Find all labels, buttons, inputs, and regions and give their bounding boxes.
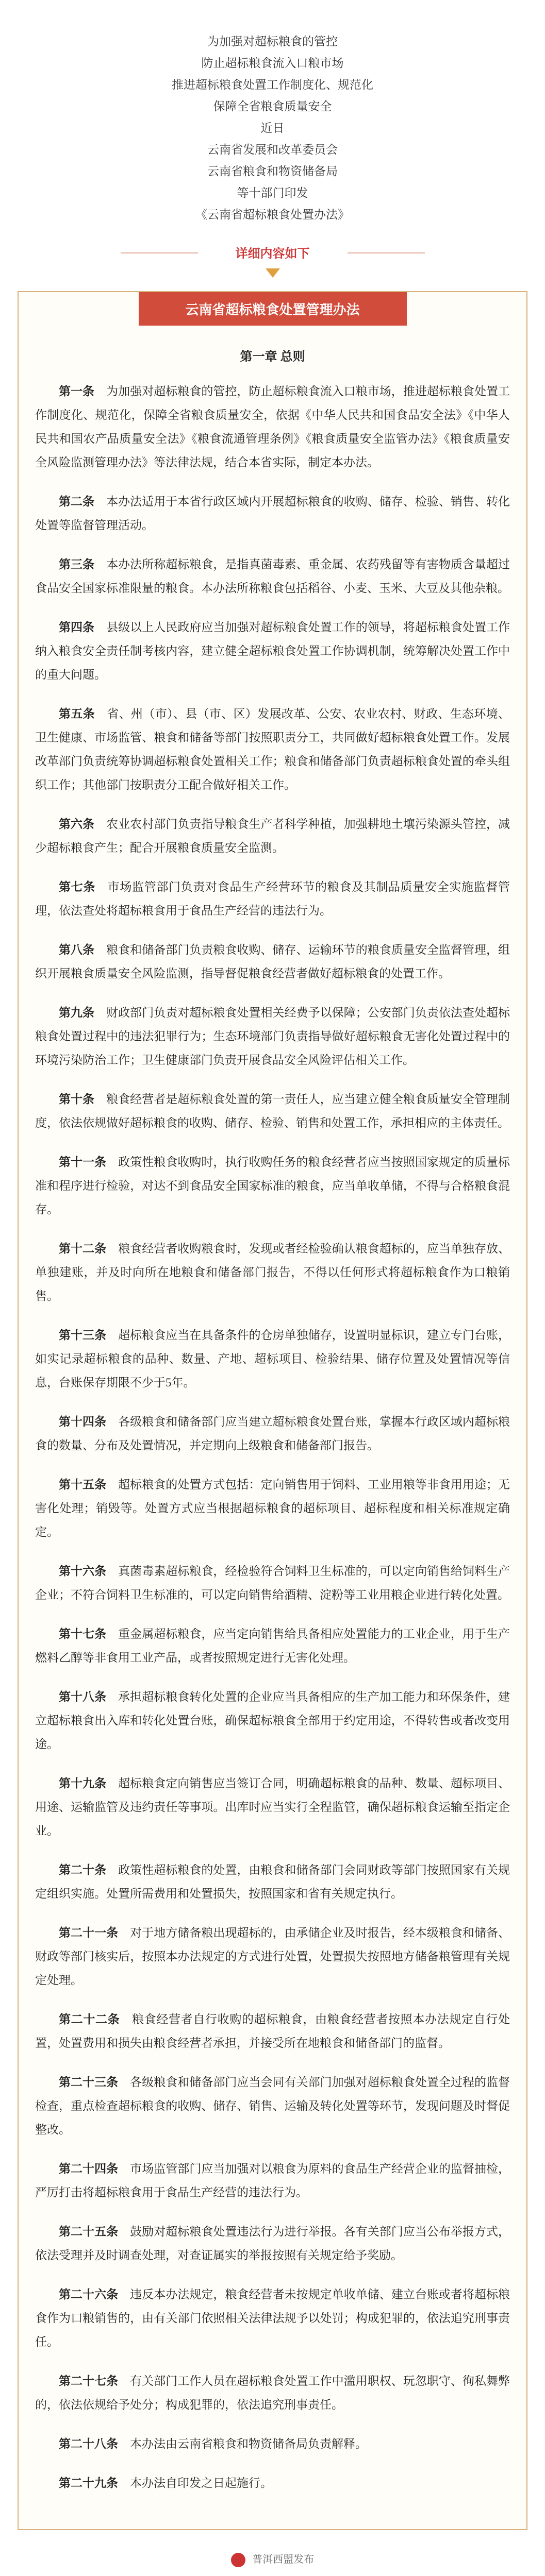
article-paragraph xyxy=(35,1410,510,1458)
article-number: 第二十九条 xyxy=(59,2477,118,2489)
footer-brand xyxy=(12,2551,533,2567)
article-paragraph xyxy=(35,1237,510,1308)
article-text: 有关部门工作人员在超标粮食处置工作中滥用职权、玩忽职守、徇私舞弊的，依法依规给予处分；构成犯罪的，依法追究刑事责任。 xyxy=(35,2375,510,2411)
article-number: 第六条 xyxy=(59,818,95,831)
article-paragraph xyxy=(35,1560,510,1607)
article-number: 第十六条 xyxy=(59,1565,107,1578)
article-paragraph xyxy=(35,2071,510,2142)
article-number: 第十八条 xyxy=(59,1690,107,1703)
article-text: 真菌毒素超标粮食，经检验符合饲料卫生标准的，可以定向销售给饲料生产企业；不符合饲料卫生标准的，可以定向销售给酒精、淀粉等工业用粮企业进行转化处置。 xyxy=(35,1565,510,1601)
article-number: 第二条 xyxy=(59,495,95,508)
article-number: 第十二条 xyxy=(59,1242,107,1255)
down-arrow-icon xyxy=(266,268,280,278)
article-text: 各级粮食和储备部门应当建立超标粮食处置台账，掌握本行政区域内超标粮食的数量、分布及处置情况，并定期向上级粮食和储备部门报告。 xyxy=(35,1415,510,1452)
article-paragraph xyxy=(35,2008,510,2055)
article-number: 第一条 xyxy=(59,385,95,398)
chapter-heading: 第一章 总则 xyxy=(240,350,305,364)
article-text: 超标粮食的处置方式包括：定向销售用于饲料、工业用粮等非食用用途；无害化处理；销毁等。处置方式应当根据超标粮食的超标项目、超标程度和相关标准规定确定。 xyxy=(35,1478,510,1538)
article-paragraph xyxy=(35,553,510,600)
article-text: 对于地方储备粮出现超标的，由承储企业及时报告，经本级粮食和储备、财政等部门核实后，按照本办法规定的方式进行处置，处置损失按照地方储备粮管理有关规定处理。 xyxy=(35,1926,510,1987)
article-text: 超标粮食定向销售应当签订合同，明确超标粮食的品种、数量、超标项目、用途、运输监管及违约责任等事项。出库时应当实行全程监管，确保超标粮食运输至指定企业。 xyxy=(35,1777,510,1837)
intro-line: 云南省粮食和物资储备局 xyxy=(207,165,338,178)
article-text: 粮食经营者是超标粮食处置的第一责任人，应当建立健全粮食质量安全管理制度，依法依规做好超标粮食的收购、储存、检验、销售和处置工作，承担相应的主体责任。 xyxy=(35,1093,510,1129)
article-paragraph xyxy=(35,1473,510,1544)
article-text: 鼓励对超标粮食处置违法行为进行举报。各有关部门应当公布举报方式，依法受理并及时调查处理，对查证属实的举报按照有关规定给予奖励。 xyxy=(35,2225,510,2262)
article-paragraph xyxy=(35,1324,510,1395)
article-text: 重金属超标粮食，应当定向销售给具备相应处置能力的工业企业，用于生产燃料乙醇等非食用工业产品，或者按照规定进行无害化处理。 xyxy=(35,1628,510,1664)
article-paragraph xyxy=(35,2283,510,2354)
article-text: 政策性超标粮食的处置，由粮食和储备部门会同财政等部门按照国家有关规定组织实施。处置所需费用和处置损失，按照国家和省有关规定执行。 xyxy=(35,1863,510,1900)
article-number: 第二十七条 xyxy=(59,2375,119,2387)
article-number: 第四条 xyxy=(59,621,95,634)
intro-line: 为加强对超标粮食的管控 xyxy=(207,35,338,48)
intro-line: 等十部门印发 xyxy=(237,187,308,199)
article-text: 为加强对超标粮食的管控，防止超标粮食流入口粮市场，推进超标粮食处置工作制度化、规范化，保障全省粮食质量安全，依据《中华人民共和国食品安全法》《中华人民共和国农产品质量安全法》《粮食流通管理条例》《粮食质量安全监管办法》《粮食质量安全风险监测管理办法》等法律法规，结合本省实际，制定本办法。 xyxy=(35,385,510,469)
intro-line: 防止超标粮食流入口粮市场 xyxy=(201,57,344,70)
article-text: 农业农村部门负责指导粮食生产者科学种植，加强耕地土壤污染源头管控，减少超标粮食产生；配合开展粮食质量安全监测。 xyxy=(35,818,510,854)
article-text: 市场监管部门应当加强对以粮食为原料的食品生产经营企业的监督抽检，严厉打击将超标粮食用于食品生产经营的违法行为。 xyxy=(35,2162,510,2199)
article-number: 第十条 xyxy=(59,1093,95,1106)
article-paragraph xyxy=(35,812,510,860)
article-number: 第十四条 xyxy=(59,1415,107,1428)
article-paragraph xyxy=(35,1858,510,1906)
article-text: 政策性粮食收购时，执行收购任务的粮食经营者应当按照国家规定的质量标准和程序进行检验，对达不到食品安全国家标准的粮食，应当单收单储，不得与合格粮食混存。 xyxy=(35,1156,510,1216)
article-text: 各级粮食和储备部门应当会同有关部门加强对超标粮食处置全过程的监督检查，重点检查超标粮食的收购、储存、销售、运输及转化处置等环节，发现问题及时督促整改。 xyxy=(35,2076,510,2136)
article-paragraph xyxy=(35,702,510,797)
article-number: 第二十一条 xyxy=(59,1926,119,1939)
brand-logo-icon xyxy=(231,2553,245,2567)
section-divider: 详细内容如下 xyxy=(208,243,337,261)
article-text: 本办法所称超标粮食，是指真菌毒素、重金属、农药残留等有害物质含量超过食品安全国家标准限量的粮食。本办法所称粮食包括稻谷、小麦、玉米、大豆及其他杂粮。 xyxy=(35,558,510,595)
article-paragraph xyxy=(35,875,510,923)
article-paragraph xyxy=(35,1622,510,1670)
intro-line: 云南省发展和改革委员会 xyxy=(207,143,338,156)
intro-line: 《云南省超标粮食处置办法》 xyxy=(195,208,350,221)
article-text: 承担超标粮食转化处置的企业应当具备相应的生产加工能力和环保条件，建立超标粮食出入库和转化处置台账，确保超标粮食全部用于约定用途，不得转售或者改变用途。 xyxy=(35,1690,510,1751)
article-text: 本办法自印发之日起施行。 xyxy=(130,2477,272,2489)
document-title-banner: 云南省超标粮食处置管理办法 xyxy=(139,292,407,326)
article-paragraph xyxy=(35,380,510,474)
footer-brand-label: 普洱西盟发布 xyxy=(252,2554,315,2565)
article-number: 第二十五条 xyxy=(59,2225,119,2238)
article-number: 第二十条 xyxy=(59,1863,107,1876)
article-number: 第二十八条 xyxy=(59,2437,118,2450)
article-text: 粮食和储备部门负责粮食收购、储存、运输环节的粮食质量安全监督管理，组织开展粮食质量安全风险监测，指导督促粮食经营者做好超标粮食的处置工作。 xyxy=(35,943,510,980)
article-number: 第五条 xyxy=(59,707,95,720)
intro-block xyxy=(12,31,533,226)
article-number: 第十一条 xyxy=(59,1156,107,1168)
article-paragraph xyxy=(35,2471,510,2495)
article-paragraph xyxy=(35,2157,510,2205)
articles-list xyxy=(35,380,510,2495)
article-paragraph xyxy=(35,1001,510,1072)
article-paragraph xyxy=(35,1088,510,1135)
article-paragraph xyxy=(35,1772,510,1843)
article-paragraph xyxy=(35,1685,510,1756)
article-number: 第三条 xyxy=(59,558,95,571)
article-paragraph xyxy=(35,2432,510,2456)
article-number: 第十七条 xyxy=(59,1628,107,1640)
article-text: 财政部门负责对超标粮食处置相关经费予以保障；公安部门负责依法查处超标粮食处置过程中的违法犯罪行为；生态环境部门负责指导做好超标粮食无害化处置过程中的环境污染防治工作；卫生健康部门负责开展食品安全风险评估相关工作。 xyxy=(35,1006,510,1066)
article-paragraph xyxy=(35,2369,510,2417)
article-text: 市场监管部门负责对食品生产经营环节的粮食及其制品质量安全实施监督管理，依法查处将超标粮食用于食品生产经营的违法行为。 xyxy=(35,880,510,917)
article-paragraph xyxy=(35,1150,510,1222)
intro-line: 保障全省粮食质量安全 xyxy=(213,100,332,113)
article-number: 第二十二条 xyxy=(59,2013,120,2026)
article-text: 粮食经营者收购粮食时，发现或者经检验确认粮食超标的，应当单独存放、单独建账，并及时向所在地粮食和储备部门报告，不得以任何形式将超标粮食作为口粮销售。 xyxy=(35,1242,510,1302)
article-number: 第九条 xyxy=(59,1006,95,1019)
article-number: 第十九条 xyxy=(59,1777,107,1790)
article-number: 第二十四条 xyxy=(59,2162,119,2175)
intro-line: 近日 xyxy=(260,122,285,134)
article-paragraph xyxy=(35,616,510,687)
article-paragraph xyxy=(35,938,510,986)
article-paragraph xyxy=(35,490,510,537)
article-text: 违反本办法规定，粮食经营者未按规定单收单储、建立台账或者将超标粮食作为口粮销售的，由有关部门依照相关法律法规予以处罚；构成犯罪的，依法追究刑事责任。 xyxy=(35,2288,510,2348)
article-number: 第二十六条 xyxy=(59,2288,119,2301)
article-number: 第七条 xyxy=(59,880,95,893)
article-text: 超标粮食应当在具备条件的仓房单独储存，设置明显标识，建立专门台账，如实记录超标粮食的品种、数量、产地、超标项目、检验结果、储存位置及处置情况等信息，台账保存期限不少于5年。 xyxy=(35,1329,510,1389)
article-paragraph xyxy=(35,2220,510,2267)
article-text: 粮食经营者自行收购的超标粮食，由粮食经营者按照本办法规定自行处置，处置费用和损失由粮食经营者承担，并接受所在地粮食和储备部门的监督。 xyxy=(35,2013,510,2049)
article-number: 第八条 xyxy=(59,943,95,956)
article-number: 第十五条 xyxy=(59,1478,107,1491)
article-text: 本办法适用于本省行政区域内开展超标粮食的收购、储存、检验、销售、转化处置等监督管理活动。 xyxy=(35,495,510,532)
article-number: 第二十三条 xyxy=(59,2076,119,2089)
article-text: 县级以上人民政府应当加强对超标粮食处置工作的领导，将超标粮食处置工作纳入粮食安全责任制考核内容，建立健全超标粮食处置工作协调机制，统筹解决处置工作中的重大问题。 xyxy=(35,621,510,681)
intro-line: 推进超标粮食处置工作制度化、规范化 xyxy=(172,78,373,91)
document-box xyxy=(18,291,527,2530)
article-number: 第十三条 xyxy=(59,1329,107,1342)
article-text: 本办法由云南省粮食和物资储备局负责解释。 xyxy=(130,2437,367,2450)
article-paragraph xyxy=(35,1921,510,1992)
article-text: 省、州（市）、县（市、区）发展改革、公安、农业农村、财政、生态环境、卫生健康、市场监管、粮食和储备等部门按照职责分工，共同做好超标粮食处置工作。发展改革部门负责统筹协调超标粮食处置相关工作；粮食和储备部门负责超标粮食处置的牵头组织工作；其他部门按职责分工配合做好相关工作。 xyxy=(35,707,510,791)
